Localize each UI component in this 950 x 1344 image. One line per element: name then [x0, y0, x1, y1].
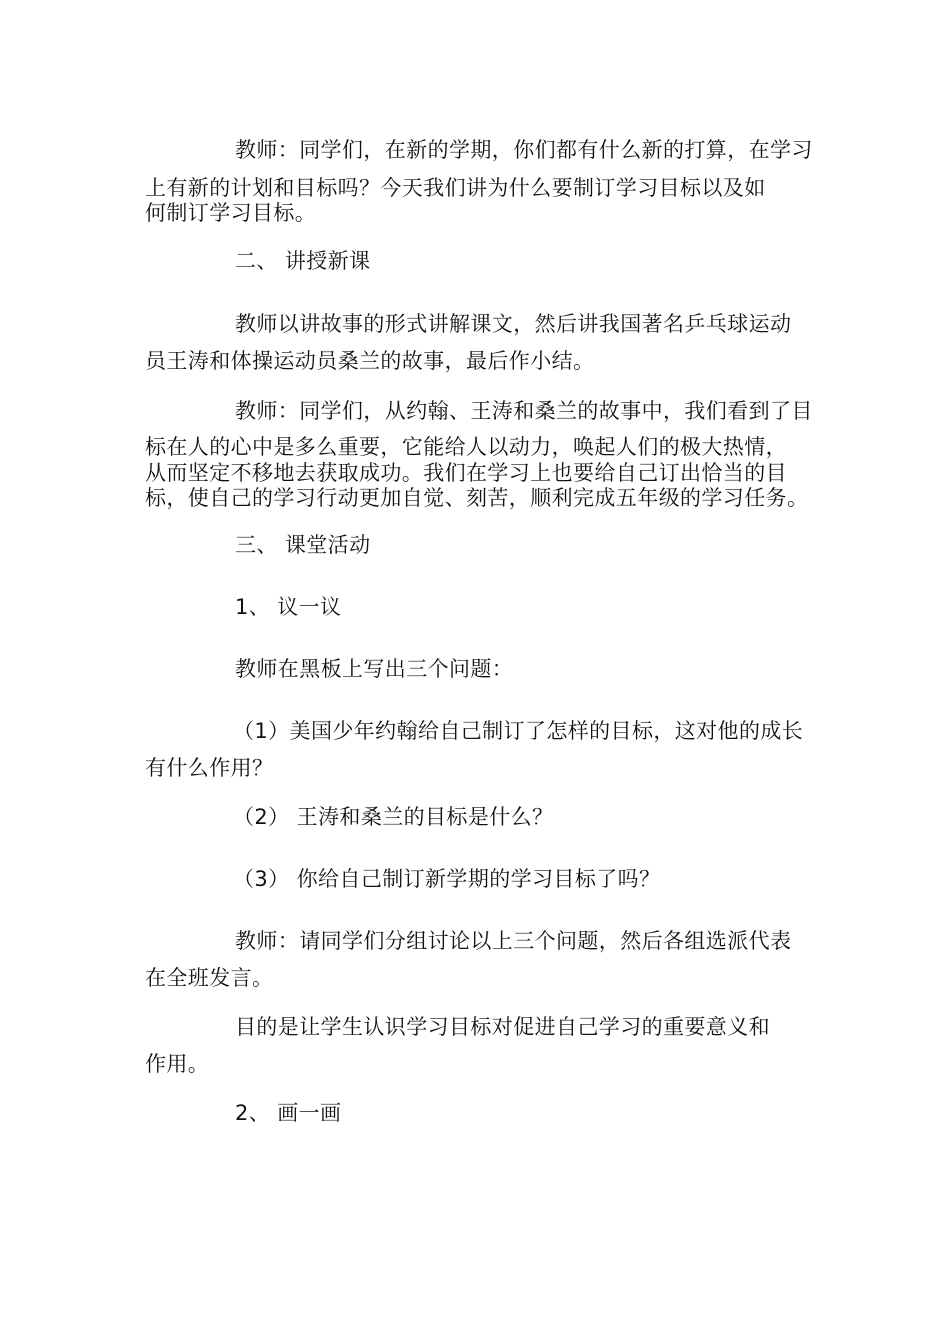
paragraph-line: 目的是让学生认识学习目标对促进自己学习的重要意义和	[235, 1015, 770, 1039]
question-item: （3） 你给自己制订新学期的学习目标了吗？	[233, 867, 661, 891]
paragraph-line: 教师在黑板上写出三个问题：	[235, 657, 514, 681]
paragraph-line: 标，使自己的学习行动更加自觉、刻苦，顺利完成五年级的学习任务。	[145, 486, 809, 510]
subsection-heading: 1、 议一议	[235, 595, 342, 619]
paragraph-line: 从而坚定不移地去获取成功。我们在学习上也要给自己订出恰当的目	[145, 461, 787, 485]
subsection-heading: 2、 画一画	[235, 1101, 342, 1125]
paragraph-line: 教师：同学们，在新的学期，你们都有什么新的打算，在学习	[235, 138, 813, 162]
paragraph-line: 员王涛和体操运动员桑兰的故事，最后作小结。	[145, 349, 595, 373]
paragraph-line: 教师：同学们，从约翰、王涛和桑兰的故事中，我们看到了目	[235, 399, 813, 423]
paragraph-line: 有什么作用？	[145, 756, 274, 780]
question-item: （2） 王涛和桑兰的目标是什么？	[233, 805, 554, 829]
question-item: （1）美国少年约翰给自己制订了怎样的目标，这对他的成长	[233, 719, 804, 743]
paragraph-line: 标在人的心中是多么重要，它能给人以动力，唤起人们的极大热情，	[145, 435, 787, 459]
paragraph-line: 教师：请同学们分组讨论以上三个问题，然后各组选派代表	[235, 929, 792, 953]
section-heading: 三、 课堂活动	[235, 533, 371, 557]
paragraph-line: 教师以讲故事的形式讲解课文，然后讲我国著名乒乓球运动	[235, 312, 792, 336]
paragraph-line: 作用。	[145, 1052, 210, 1076]
paragraph-line: 何制订学习目标。	[145, 201, 317, 225]
paragraph-line: 在全班发言。	[145, 966, 274, 990]
paragraph-line: 上有新的计划和目标吗？今天我们讲为什么要制订学习目标以及如	[145, 176, 766, 200]
section-heading: 二、 讲授新课	[235, 249, 371, 273]
